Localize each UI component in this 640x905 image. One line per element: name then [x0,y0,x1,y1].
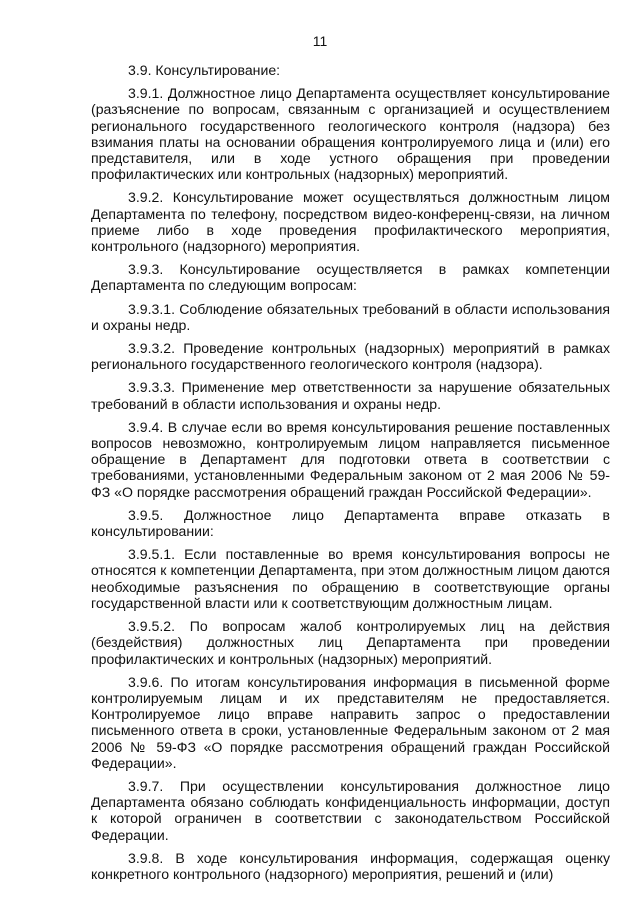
section-title: 3.9. Консультирование: [128,62,281,78]
paragraph-3-9-5-2: 3.9.5.2. По вопросам жалоб контролируемых лиц на действия (бездействия) должностных лиц Департамента при проведении профилактических и контрольных (надзорных) мероприятий. [91,618,610,667]
paragraph-3-9-7: 3.9.7. При осуществлении консультирования должностное лицо Департамента обязано соблюдать конфиденциальность информации, доступ к которой ограничен в соответствии с законодательством Российской Федерации. [91,777,610,843]
paragraph-3-9-8: 3.9.8. В ходе консультирования информация, содержащая оценку конкретного контрольного (надзорного) мероприятия, решений и (или) [91,849,610,882]
paragraph-3-9-1: 3.9.1. Должностное лицо Департамента осуществляет консультирование (разъяснение по вопросам, связанным с организацией и осуществлением регионального государственного геологического контроля (надзора) без взимания платы на основании обращения контролируемого лица и (или) его представителя, или в ходе устного обращения при проведении профилактических или контрольных (надзорных) мероприятий. [91,85,610,183]
paragraph-3-9-3: 3.9.3. Консультирование осуществляется в рамках компетенции Департамента по следующим вопросам: [91,261,610,294]
paragraph-3-9-5: 3.9.5. Должностное лицо Департамента вправе отказать в консультировании: [91,506,610,540]
paragraph-3-9-2: 3.9.2. Консультирование может осуществляться должностным лицом Департамента по телефону, посредством видео-конференц-связи, на личном приеме либо в ходе проведения профилактического мероприятия, контрольного (надзорного) мероприятия. [91,189,610,255]
document-body [91,62,610,889]
paragraph-3-9-4: 3.9.4. В случае если во время консультирования решение поставленных вопросов невозможно, контролируемым лицом направляется письменное обращение в Департамент для подготовки ответа в соответствии с требованиями, установленными Федеральным законом от 2 мая 2006 № 59-ФЗ «О порядке рассмотрения обращений граждан Российской Федерации». [91,418,610,500]
paragraph-3-9-5-1: 3.9.5.1. Если поставленные во время консультирования вопросы не относятся к компетенции Департамента, при этом должностным лицом даются необходимые разъяснения по обращению в соответствующие органы государственной власти или к соответствующим должностным лицам. [91,546,610,611]
paragraph-3-9-3-1: 3.9.3.1. Соблюдение обязательных требований в области использования и охраны недр. [91,300,610,333]
paragraph-3-9-6: 3.9.6. По итогам консультирования информация в письменной форме контролируемым лицам и их представителям не предоставляется. Контролируемое лицо вправе направить запрос о предоставлении письменного ответа в сроки, установленные Федеральным законом от 2 мая 2006 № 59-ФЗ «О порядке рассмотрения обращений граждан Российской Федерации». [91,673,610,771]
paragraph-3-9-3-3: 3.9.3.3. Применение мер ответственности за нарушение обязательных требований в области использования и охраны недр. [91,379,610,412]
paragraph-3-9-3-2: 3.9.3.2. Проведение контрольных (надзорных) мероприятий в рамках регионального государственного геологического контроля (надзора). [91,340,610,373]
page-number: 11 [312,33,328,49]
